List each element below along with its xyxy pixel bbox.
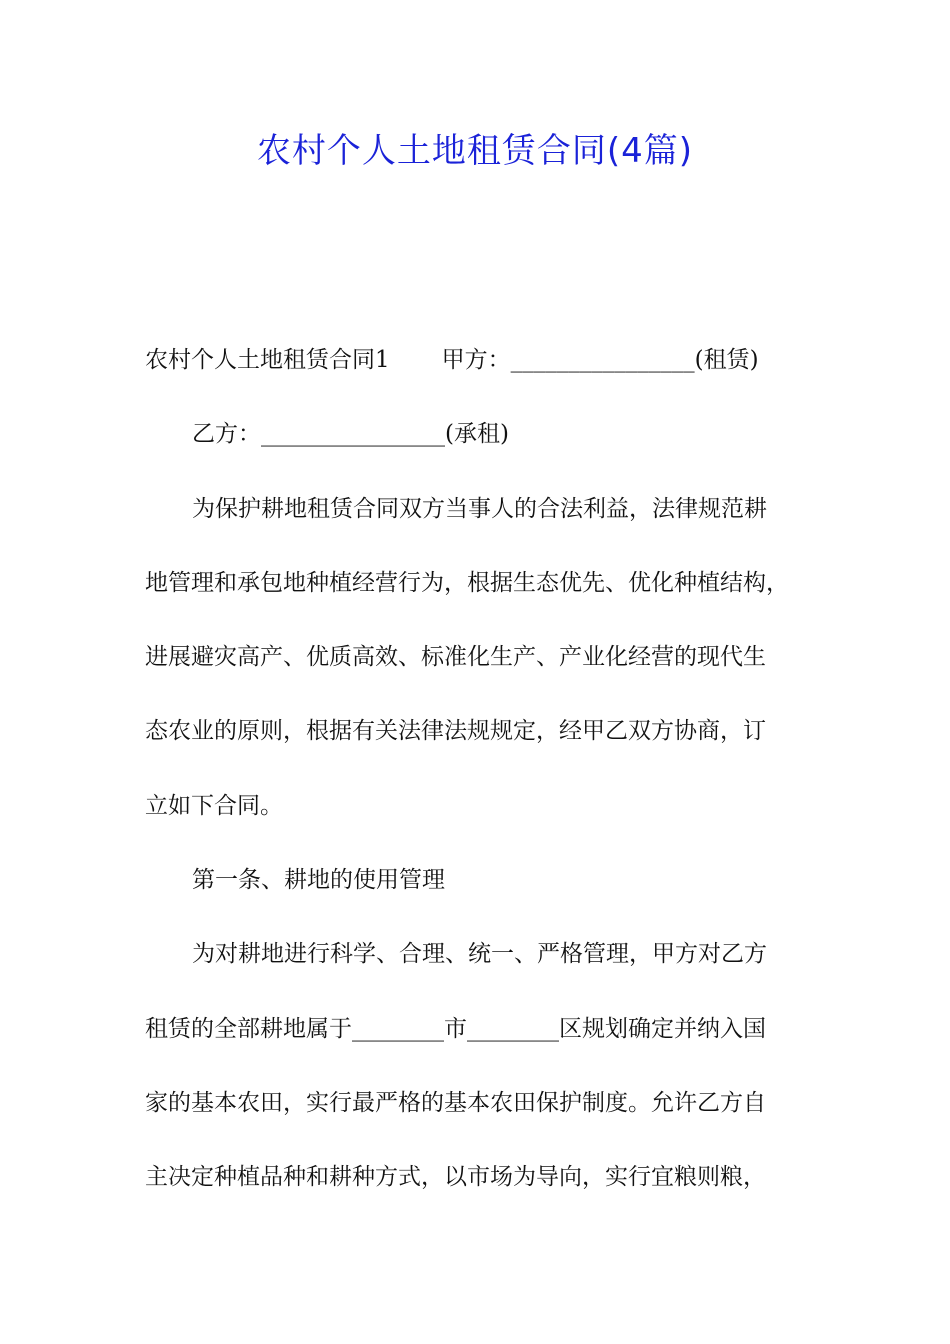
- paragraph-line: 立如下合同。: [145, 792, 283, 819]
- paragraph-line: 租赁的全部耕地属于________市________区规划确定并纳入国: [145, 1015, 766, 1042]
- heading-line: [145, 332, 825, 406]
- contract-subtitle: 农村个人土地租赁合同1: [145, 347, 390, 373]
- document-body: [145, 332, 825, 1224]
- paragraph-line: 为保护耕地租赁合同双方当事人的合法利益，法律规范耕: [192, 495, 767, 522]
- section-heading: 第一条、耕地的使用管理: [192, 867, 445, 894]
- paragraph-line: 为对耕地进行科学、合理、统一、严格管理，甲方对乙方: [192, 941, 767, 968]
- paragraph-line: 家的基本农田，实行最严格的基本农田保护制度。允许乙方自: [145, 1089, 766, 1116]
- paragraph-line: 地管理和承包地种植经营行为，根据生态优先、优化种植结构，: [145, 569, 789, 596]
- paragraph-line: 主决定种植品种和耕种方式，以市场为导向，实行宜粮则粮，: [145, 1164, 766, 1191]
- paragraph-line: 态农业的原则，根据有关法律法规规定，经甲乙双方协商，订: [145, 718, 766, 745]
- paragraph-line: 进展避灾高产、优质高效、标准化生产、产业化经营的现代生: [145, 644, 766, 671]
- document-title: 农村个人土地租赁合同(4篇): [256, 131, 694, 171]
- party-a-line: 甲方：________________(租赁): [441, 347, 759, 373]
- party-b-line: 乙方：________________(承租): [192, 421, 509, 448]
